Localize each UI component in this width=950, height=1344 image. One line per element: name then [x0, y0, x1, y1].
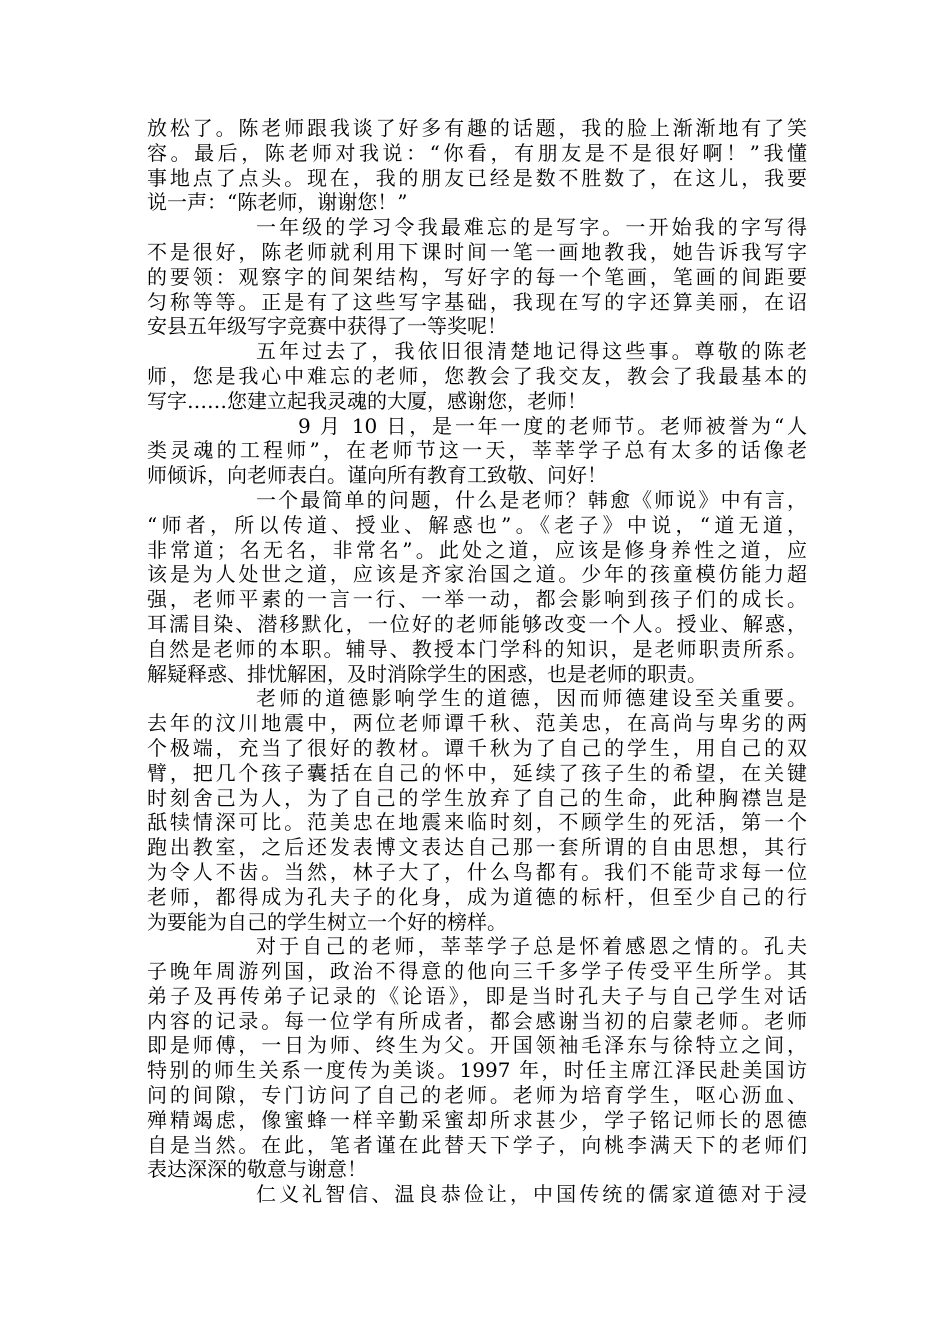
text-line: 写字……您建立起我灵魂的大厦，感谢您，老师！: [147, 388, 587, 413]
text-line: 时刻舍己为人，为了自己的学生放弃了自己的生命，此种胸襟岂是: [147, 785, 807, 810]
text-line: 表达深深的敬意与谢意！: [147, 1157, 367, 1182]
text-line: 舐犊情深可比。范美忠在地震来临时刻，不顾学生的死活，第一个: [147, 810, 807, 835]
text-line: 臂，把几个孩子囊括在自己的怀中，延续了孩子生的希望，在关键: [147, 760, 807, 785]
text-line: “师者，所以传道、授业、解惑也”。《老子》中说，“道无道，: [147, 512, 807, 537]
text-line: 自是当然。在此，笔者谨在此替天下学子，向桃李满天下的老师们: [147, 1132, 807, 1157]
text-line: 容。最后，陈老师对我说：“你看，有朋友是不是很好啊！”我懂: [147, 140, 807, 165]
body-text: [147, 116, 807, 1207]
text-line: 师倾诉，向老师表白。谨向所有教育工致敬、问好！: [147, 463, 607, 488]
text-line: 即是师傅，一日为师、终生为父。开国领袖毛泽东与徐特立之间，: [147, 1033, 807, 1058]
paragraph-first-line: 对于自己的老师，莘莘学子总是怀着感恩之情的。孔夫: [256, 934, 807, 959]
paragraph-first-line: 老师的道德影响学生的道德，因而师德建设至关重要。: [256, 686, 807, 711]
text-line: 不是很好，陈老师就利用下课时间一笔一画地教我，她告诉我写字: [147, 239, 807, 264]
paragraph-first-line: 五年过去了，我依旧很清楚地记得这些事。尊敬的陈老: [256, 339, 807, 364]
text-line: 特别的师生关系一度传为美谈。1997 年，时任主席江泽民赴美国访: [147, 1058, 807, 1083]
paragraph-first-line: 仁义礼智信、温良恭俭让，中国传统的儒家道德对于浸: [256, 1182, 807, 1207]
text-line: 内容的记录。每一位学有所成者，都会感谢当初的启蒙老师。老师: [147, 1008, 807, 1033]
text-line: 匀称等等。正是有了这些写字基础，我现在写的字还算美丽，在诏: [147, 289, 807, 314]
text-line: 解疑释惑、排忧解困，及时消除学生的困惑，也是老师的职责。: [147, 661, 707, 686]
text-line: 去年的汶川地震中，两位老师谭千秋、范美忠，在高尚与卑劣的两: [147, 711, 807, 736]
text-line: 放松了。陈老师跟我谈了好多有趣的话题，我的脸上渐渐地有了笑: [147, 116, 807, 140]
text-line: 为要能为自己的学生树立一个好的榜样。: [147, 909, 507, 934]
text-line: 该是为人处世之道，应该是齐家治国之道。少年的孩童模仿能力超: [147, 562, 807, 587]
paragraph-first-line: 9 月 10 日，是一年一度的老师节。老师被誉为“人: [298, 413, 807, 438]
text-line: 类灵魂的工程师”，在老师节这一天，莘莘学子总有太多的话像老: [147, 438, 807, 463]
paragraph-first-line: 一年级的学习令我最难忘的是写字。一开始我的字写得: [256, 215, 807, 240]
text-line: 殚精竭虑，像蜜蜂一样辛勤采蜜却所求甚少，学子铭记师长的恩德: [147, 1107, 807, 1132]
text-line: 安县五年级写字竞赛中获得了一等奖呢！: [147, 314, 507, 339]
text-line: 老师，都得成为孔夫子的化身，成为道德的标杆，但至少自己的行: [147, 884, 807, 909]
text-line: 跑出教室，之后还发表博文表达自己那一套所谓的自由思想，其行: [147, 835, 807, 860]
text-line: 个极端，充当了很好的教材。谭千秋为了自己的学生，用自己的双: [147, 735, 807, 760]
text-line: 为令人不齿。当然，林子大了，什么鸟都有。我们不能苛求每一位: [147, 859, 807, 884]
text-line: 说一声：“陈老师，谢谢您！”: [147, 190, 408, 215]
text-line: 问的间隙，专门访问了自己的老师。老师为培育学生，呕心沥血、: [147, 1083, 807, 1108]
text-line: 强，老师平素的一言一行、一举一动，都会影响到孩子们的成长。: [147, 587, 807, 612]
text-line: 非常道；名无名，非常名”。此处之道，应该是修身养性之道，应: [147, 537, 807, 562]
text-line: 子晚年周游列国，政治不得意的他向三千多学子传受平生所学。其: [147, 959, 807, 984]
text-line: 的要领：观察字的间架结构，写好字的每一个笔画，笔画的间距要: [147, 264, 807, 289]
text-line: 事地点了点头。现在，我的朋友已经是数不胜数了，在这儿，我要: [147, 165, 807, 190]
text-line: 耳濡目染、潜移默化，一位好的老师能够改变一个人。授业、解惑，: [147, 611, 807, 636]
text-line: 弟子及再传弟子记录的《论语》，即是当时孔夫子与自己学生对话: [147, 983, 807, 1008]
text-line: 师，您是我心中难忘的老师，您教会了我交友，教会了我最基本的: [147, 363, 807, 388]
text-line: 自然是老师的本职。辅导、教授本门学科的知识，是老师职责所系。: [147, 636, 807, 661]
paragraph-first-line: 一个最简单的问题，什么是老师？韩愈《师说》中有言，: [256, 487, 807, 512]
